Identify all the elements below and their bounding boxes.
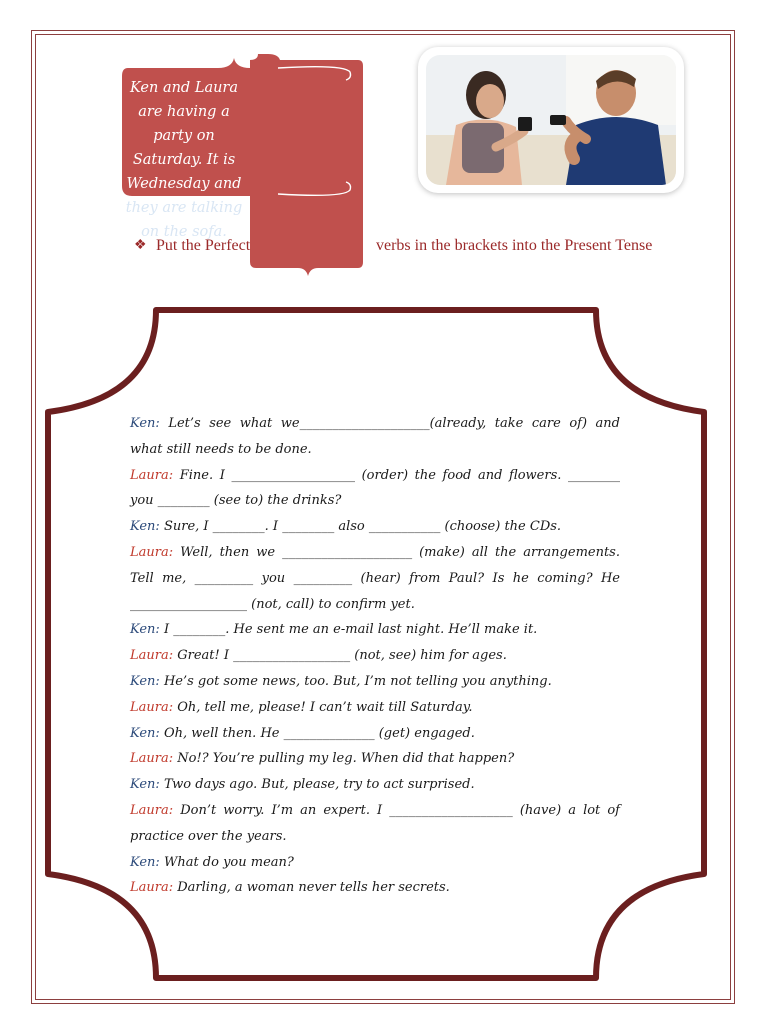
dialog-line <box>130 746 620 772</box>
dialog-line <box>130 721 620 747</box>
intro-overflow-text: they are talking on the sofa. <box>125 200 243 240</box>
dialog-line <box>130 695 620 721</box>
dialog-text: Well, then we ____________________ (make) all the arrangements. Tell me, _________ you _________ (hear) from Paul? Is he coming? He __________________ (not, call) to confirm yet. <box>130 544 620 612</box>
dialog-line <box>130 643 620 669</box>
intro-visible-text: Ken and Laura are having a party on Saturday. It is Wednesday and <box>126 80 242 192</box>
dialog-text: Sure, I ________. I ________ also ___________ (choose) the CDs. <box>163 519 562 535</box>
dialog-line <box>130 463 620 515</box>
dialog-line <box>130 850 620 876</box>
dialog-text: I ________. He sent me an e-mail last night. He’ll make it. <box>163 622 538 638</box>
dialog-line <box>130 540 620 617</box>
dialog-text: Great! I __________________ (not, see) him for ages. <box>177 648 507 664</box>
instruction-bullet: ❖ <box>134 238 147 253</box>
dialog-text: Darling, a woman never tells her secrets. <box>177 880 450 896</box>
dialog-text: Don’t worry. I’m an expert. I ___________________ (have) a lot of practice over the years. <box>130 802 620 844</box>
dialog-text: What do you mean? <box>163 854 294 870</box>
speaker-label: Ken: <box>130 416 160 431</box>
dialog-line <box>130 772 620 798</box>
intro-text <box>120 76 248 244</box>
dialog <box>130 411 620 901</box>
dialog-line <box>130 411 620 463</box>
dialog-text: No!? You’re pulling my leg. When did that happen? <box>177 751 515 767</box>
speaker-label: Ken: <box>130 777 160 793</box>
speaker-label: Laura: <box>130 802 174 818</box>
speaker-label: Laura: <box>130 467 174 483</box>
speaker-label: Ken: <box>130 622 160 638</box>
dialog-text: Oh, well then. He ______________ (get) engaged. <box>163 725 475 741</box>
dialog-line <box>130 875 620 901</box>
dialog-text: Let’s see what we____________________(already, take care of) and what still needs to be done. <box>130 416 620 457</box>
instruction-left: Put the Perfect <box>156 237 251 254</box>
speaker-label: Laura: <box>130 880 174 896</box>
speaker-label: Laura: <box>130 751 174 767</box>
dialog-text: Fine. I ___________________ (order) the food and flowers. ________ you ________ (see to) the drinks? <box>130 467 620 509</box>
dialog-line <box>130 617 620 643</box>
dialog-text: He’s got some news, too. But, I’m not telling you anything. <box>163 673 552 689</box>
dialog-text: Two days ago. But, please, try to act surprised. <box>163 777 475 793</box>
dialog-line <box>130 669 620 695</box>
speaker-label: Laura: <box>130 648 174 664</box>
dialog-text: Oh, tell me, please! I can’t wait till Saturday. <box>177 699 473 715</box>
speaker-label: Ken: <box>130 854 160 870</box>
speaker-label: Ken: <box>130 673 160 689</box>
dialog-line <box>130 514 620 540</box>
dialog-line <box>130 798 620 850</box>
couple-photo-icon <box>426 55 676 185</box>
speaker-label: Ken: <box>130 725 160 741</box>
speaker-label: Laura: <box>130 544 174 560</box>
instruction-right: verbs in the brackets into the Present Tense <box>376 237 653 254</box>
speaker-label: Laura: <box>130 699 174 715</box>
speaker-label: Ken: <box>130 519 160 535</box>
